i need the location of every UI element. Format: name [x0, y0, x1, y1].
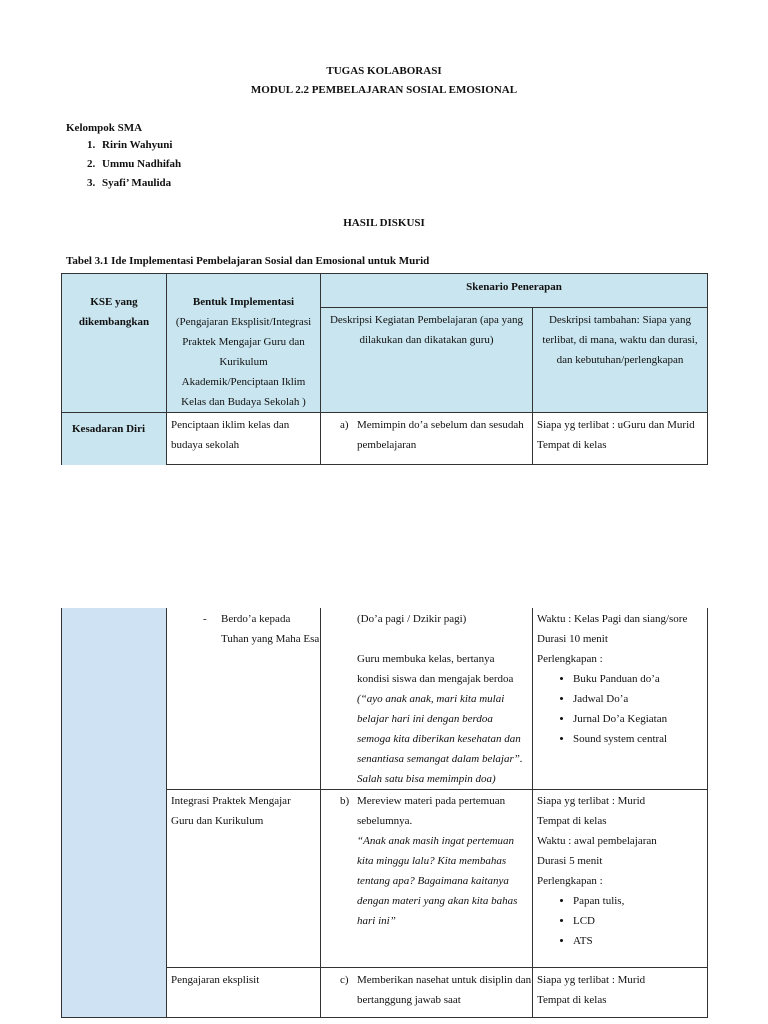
row2-tambahan: Waktu : Kelas Pagi dan siang/sore Durasi 10 menit Perlengkapan : • Buku Panduan do’a • Jadwal Do’a • Jurnal Do’a Kegiatan • Sound system central: [533, 608, 708, 790]
list-item: • LCD: [573, 911, 703, 931]
member-item: 1. Ririn Wahyuni: [98, 136, 181, 155]
header-kse: KSE yang dikembangkan: [62, 274, 167, 413]
row2-deskripsi: (Do’a pagi / Dzikir pagi) Guru membuka kelas, bertanya kondisi siswa dan mengajak berdoa (“ayo anak anak, mari kita mulai belajar hari ini dengan berdoa semoga kita diberikan kesehatan dan senantiasa semangat dalam belajar”. Salah satu bisa memimpin doa): [321, 608, 533, 790]
implementation-table-continued: [61, 608, 708, 1018]
row2-bentuk: - Berdo’a kepada Tuhan yang Maha Esa: [167, 608, 321, 790]
equipment-list: [537, 669, 703, 749]
doc-subtitle: MODUL 2.2 PEMBELAJARAN SOSIAL EMOSIONAL: [250, 84, 518, 96]
row4-deskripsi: c) Memberikan nasehat untuk disiplin dan bertanggung jawab saat: [321, 968, 533, 1018]
doc-title: TUGAS KOLABORASI: [326, 65, 442, 77]
section-title: HASIL DISKUSI: [343, 217, 425, 229]
kse-continued: [62, 608, 167, 1018]
equipment-list: [537, 891, 703, 951]
row1-tambahan: Siapa yg terlibat : uGuru dan Murid Tempat di kelas: [533, 413, 708, 465]
table-caption: Tabel 3.1 Ide Implementasi Pembelajaran Sosial dan Emosional untuk Murid: [66, 255, 430, 267]
row1-kse: Kesadaran Diri: [62, 413, 167, 465]
header-skenario: Skenario Penerapan: [321, 274, 708, 308]
row4-bentuk: Pengajaran eksplisit: [167, 968, 321, 1018]
row3-tambahan: Siapa yg terlibat : Murid Tempat di kelas Waktu : awal pembelajaran Durasi 5 menit Perlengkapan : • Papan tulis, • LCD • ATS: [533, 790, 708, 968]
implementation-table: [61, 273, 708, 465]
member-item: 3. Syafi’ Maulida: [98, 174, 181, 193]
member-item: 2. Ummu Nadhifah: [98, 155, 181, 174]
list-item: • Jadwal Do’a: [573, 689, 703, 709]
list-item: • Buku Panduan do’a: [573, 669, 703, 689]
row1-deskripsi: a) Memimpin do’a sebelum dan sesudah pembelajaran: [321, 413, 533, 465]
list-item: • Papan tulis,: [573, 891, 703, 911]
member-list: [66, 136, 181, 193]
group-label: Kelompok SMA: [66, 122, 143, 134]
list-item: • Jurnal Do’a Kegiatan: [573, 709, 703, 729]
list-item: • ATS: [573, 931, 703, 951]
header-bentuk: Bentuk Implementasi (Pengajaran Eksplisit/Integrasi Praktek Mengajar Guru dan Kurikulum Akademik/Penciptaan Iklim Kelas dan Budaya Sekolah ): [167, 274, 321, 413]
header-tambahan: Deskripsi tambahan: Siapa yang terlibat, di mana, waktu dan durasi, dan kebutuhan/perlengkapan: [533, 308, 708, 413]
list-item: • Sound system central: [573, 729, 703, 749]
header-deskripsi: Deskripsi Kegiatan Pembelajaran (apa yang dilakukan dan dikatakan guru): [321, 308, 533, 413]
row3-deskripsi: b) Mereview materi pada pertemuan sebelumnya. “Anak anak masih ingat pertemuan kita minggu lalu? Kita membahas tentang apa? Bagaimana kaitanya dengan materi yang akan kita bahas hari ini”: [321, 790, 533, 968]
row4-tambahan: Siapa yg terlibat : Murid Tempat di kelas: [533, 968, 708, 1018]
row3-bentuk: Integrasi Praktek Mengajar Guru dan Kurikulum: [167, 790, 321, 968]
row1-bentuk: Penciptaan iklim kelas dan budaya sekolah: [167, 413, 321, 465]
